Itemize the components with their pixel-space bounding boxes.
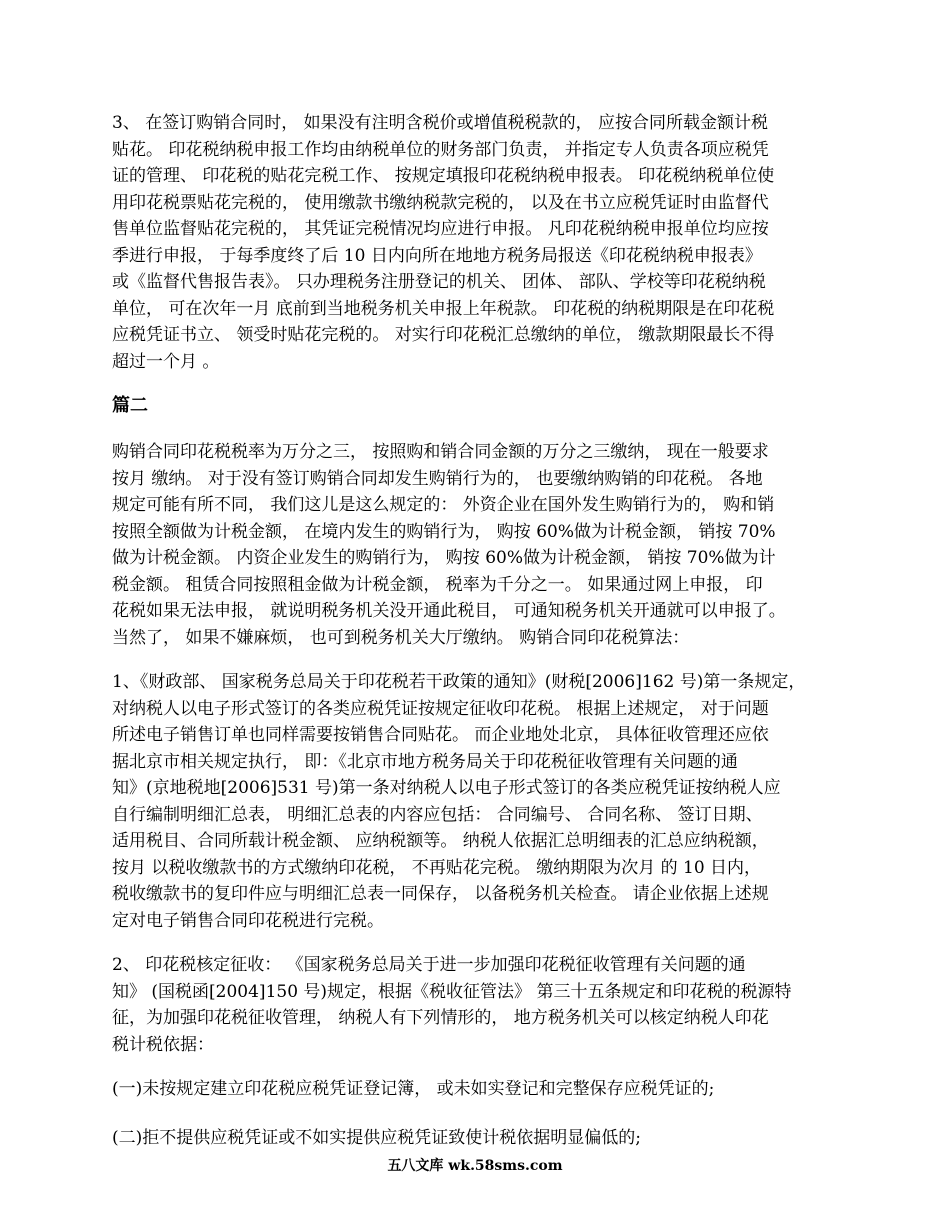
text-line: 对纳税人以电子形式签订的各类应税凭证按规定征收印花税。 根据上述规定， 对于问题 (112, 698, 769, 719)
text-line: 知》 (国税函[2004]150 号)规定，根据《税收征管法》 第三十五条规定和印花税的税源特 (112, 981, 792, 1002)
text-line: 2、 印花税核定征收： 《国家税务总局关于进一步加强印花税征收管理有关问题的通 (112, 955, 746, 975)
paragraph-3 (112, 669, 837, 934)
text-line: 税计税依据： (112, 1034, 214, 1055)
text-line: 适用税目、合同所载计税金额、 应纳税额等。 纳税人依据汇总明细表的汇总应纳税额， (112, 831, 769, 851)
text-line: 按照全额做为计税金额， 在境内发生的购销行为， 购按 60%做为计税金额， 销按 70% (112, 521, 776, 542)
text-line: 规定可能有所不同， 我们这儿是这么规定的： 外资企业在国外发生购销行为的， 购和销 (112, 495, 775, 515)
text-line: 贴花。 印花税纳税申报工作均由纳税单位的财务部门负责， 并指定专人负责各项应税凭 (112, 139, 769, 160)
text-line: 购销合同印花税税率为万分之三， 按照购和销合同金额的万分之三缴纳， 现在一般要求 (112, 442, 769, 462)
section-heading: 篇二 (112, 395, 148, 416)
text-line: 知》(京地税地[2006]531 号)第一条对纳税人以电子形式签订的各类应税凭证按纳税人应 (112, 778, 781, 798)
text-line: 据北京市相关规定执行， 即：《北京市地方税务局关于印花税征收管理有关问题的通 (112, 751, 738, 772)
text-line: 税金额。 租赁合同按照租金做为计税金额， 税率为千分之一。 如果通过网上申报， 印 (112, 574, 763, 595)
text-line: 3、 在签订购销合同时， 如果没有注明含税价或增值税税款的， 应按合同所载金额计税 (112, 113, 769, 133)
text-line: 单位， 可在次年一月 底前到当地税务机关申报上年税款。 印花税的纳税期限是在印花税 (112, 298, 775, 319)
paragraph-1 (112, 110, 837, 375)
text-line: 征，为加强印花税征收管理， 纳税人有下列情形的， 地方税务机关可以核定纳税人印花 (112, 1008, 769, 1028)
text-line: 税收缴款书的复印件应与明细汇总表一同保存， 以备税务机关检查。 请企业依据上述规 (112, 884, 769, 904)
text-line: 1、《财政部、 国家税务总局关于印花税若干政策的通知》(财税[2006]162 号)第一条规定， (112, 672, 806, 692)
page-footer-watermark: 五八文库 wk.58sms.com (387, 1158, 563, 1174)
text-line: 售单位监督贴花完税的， 其凭证完税情况均应进行申报。 凡印花税纳税申报单位均应按 (112, 219, 769, 239)
text-line: 花税如果无法申报， 就说明税务机关没开通此税目， 可通知税务机关开通就可以申报了。 (112, 601, 786, 621)
text-line: 用印花税票贴花完税的， 使用缴款书缴纳税款完税的， 以及在书立应税凭证时由监督代 (112, 192, 769, 213)
text-line: 按月 以税收缴款书的方式缴纳印花税， 不再贴花完税。 缴纳期限为次月 的 10 日内， (112, 857, 762, 878)
text-line: 按月 缴纳。 对于没有签订购销合同却发生购销行为的， 也要缴纳购销的印花税。 各地 (112, 468, 763, 489)
paragraph-4 (112, 952, 837, 1058)
text-line: 季进行申报， 于每季度终了后 10 日内向所在地地方税务局报送《印花税纳税申报表》 (112, 245, 762, 266)
text-line: 或《监督代售报告表》。 只办理税务注册登记的机关、 团体、 部队、学校等印花税纳税 (112, 272, 766, 292)
text-line: 定对电子销售合同印花税进行完税。 (112, 910, 384, 931)
paragraph-2 (112, 439, 837, 651)
document-body (112, 110, 837, 1173)
text-line: 做为计税金额。 内资企业发生的购销行为， 购按 60%做为计税金额， 销按 70%做为计 (112, 548, 776, 568)
text-line: 证的管理、 印花税的贴花完税工作、 按规定填报印花税纳税申报表。 印花税纳税单位使 (112, 166, 775, 186)
text-line: 超过一个月 。 (112, 351, 220, 372)
text-line: 自行编制明细汇总表， 明细汇总表的内容应包括： 合同编号、 合同名称、 签订日期、 (112, 804, 763, 825)
text-line: 应税凭证书立、 领受时贴花完税的。 对实行印花税汇总缴纳的单位， 缴款期限最长不得 (112, 325, 775, 345)
text-line: 当然了， 如果不嫌麻烦， 也可到税务机关大厅缴纳。 购销合同印花税算法： (112, 627, 690, 648)
text-line: 所述电子销售订单也同样需要按销售合同贴花。 而企业地处北京， 具体征收管理还应依 (112, 725, 769, 745)
list-item-2: (二)拒不提供应税凭证或不如实提供应税凭证致使计税依据明显偏低的; (112, 1127, 641, 1148)
list-item-1: (一)未按规定建立印花税应税凭证登记簿， 或未如实登记和完整保存应税凭证的; (112, 1079, 715, 1099)
